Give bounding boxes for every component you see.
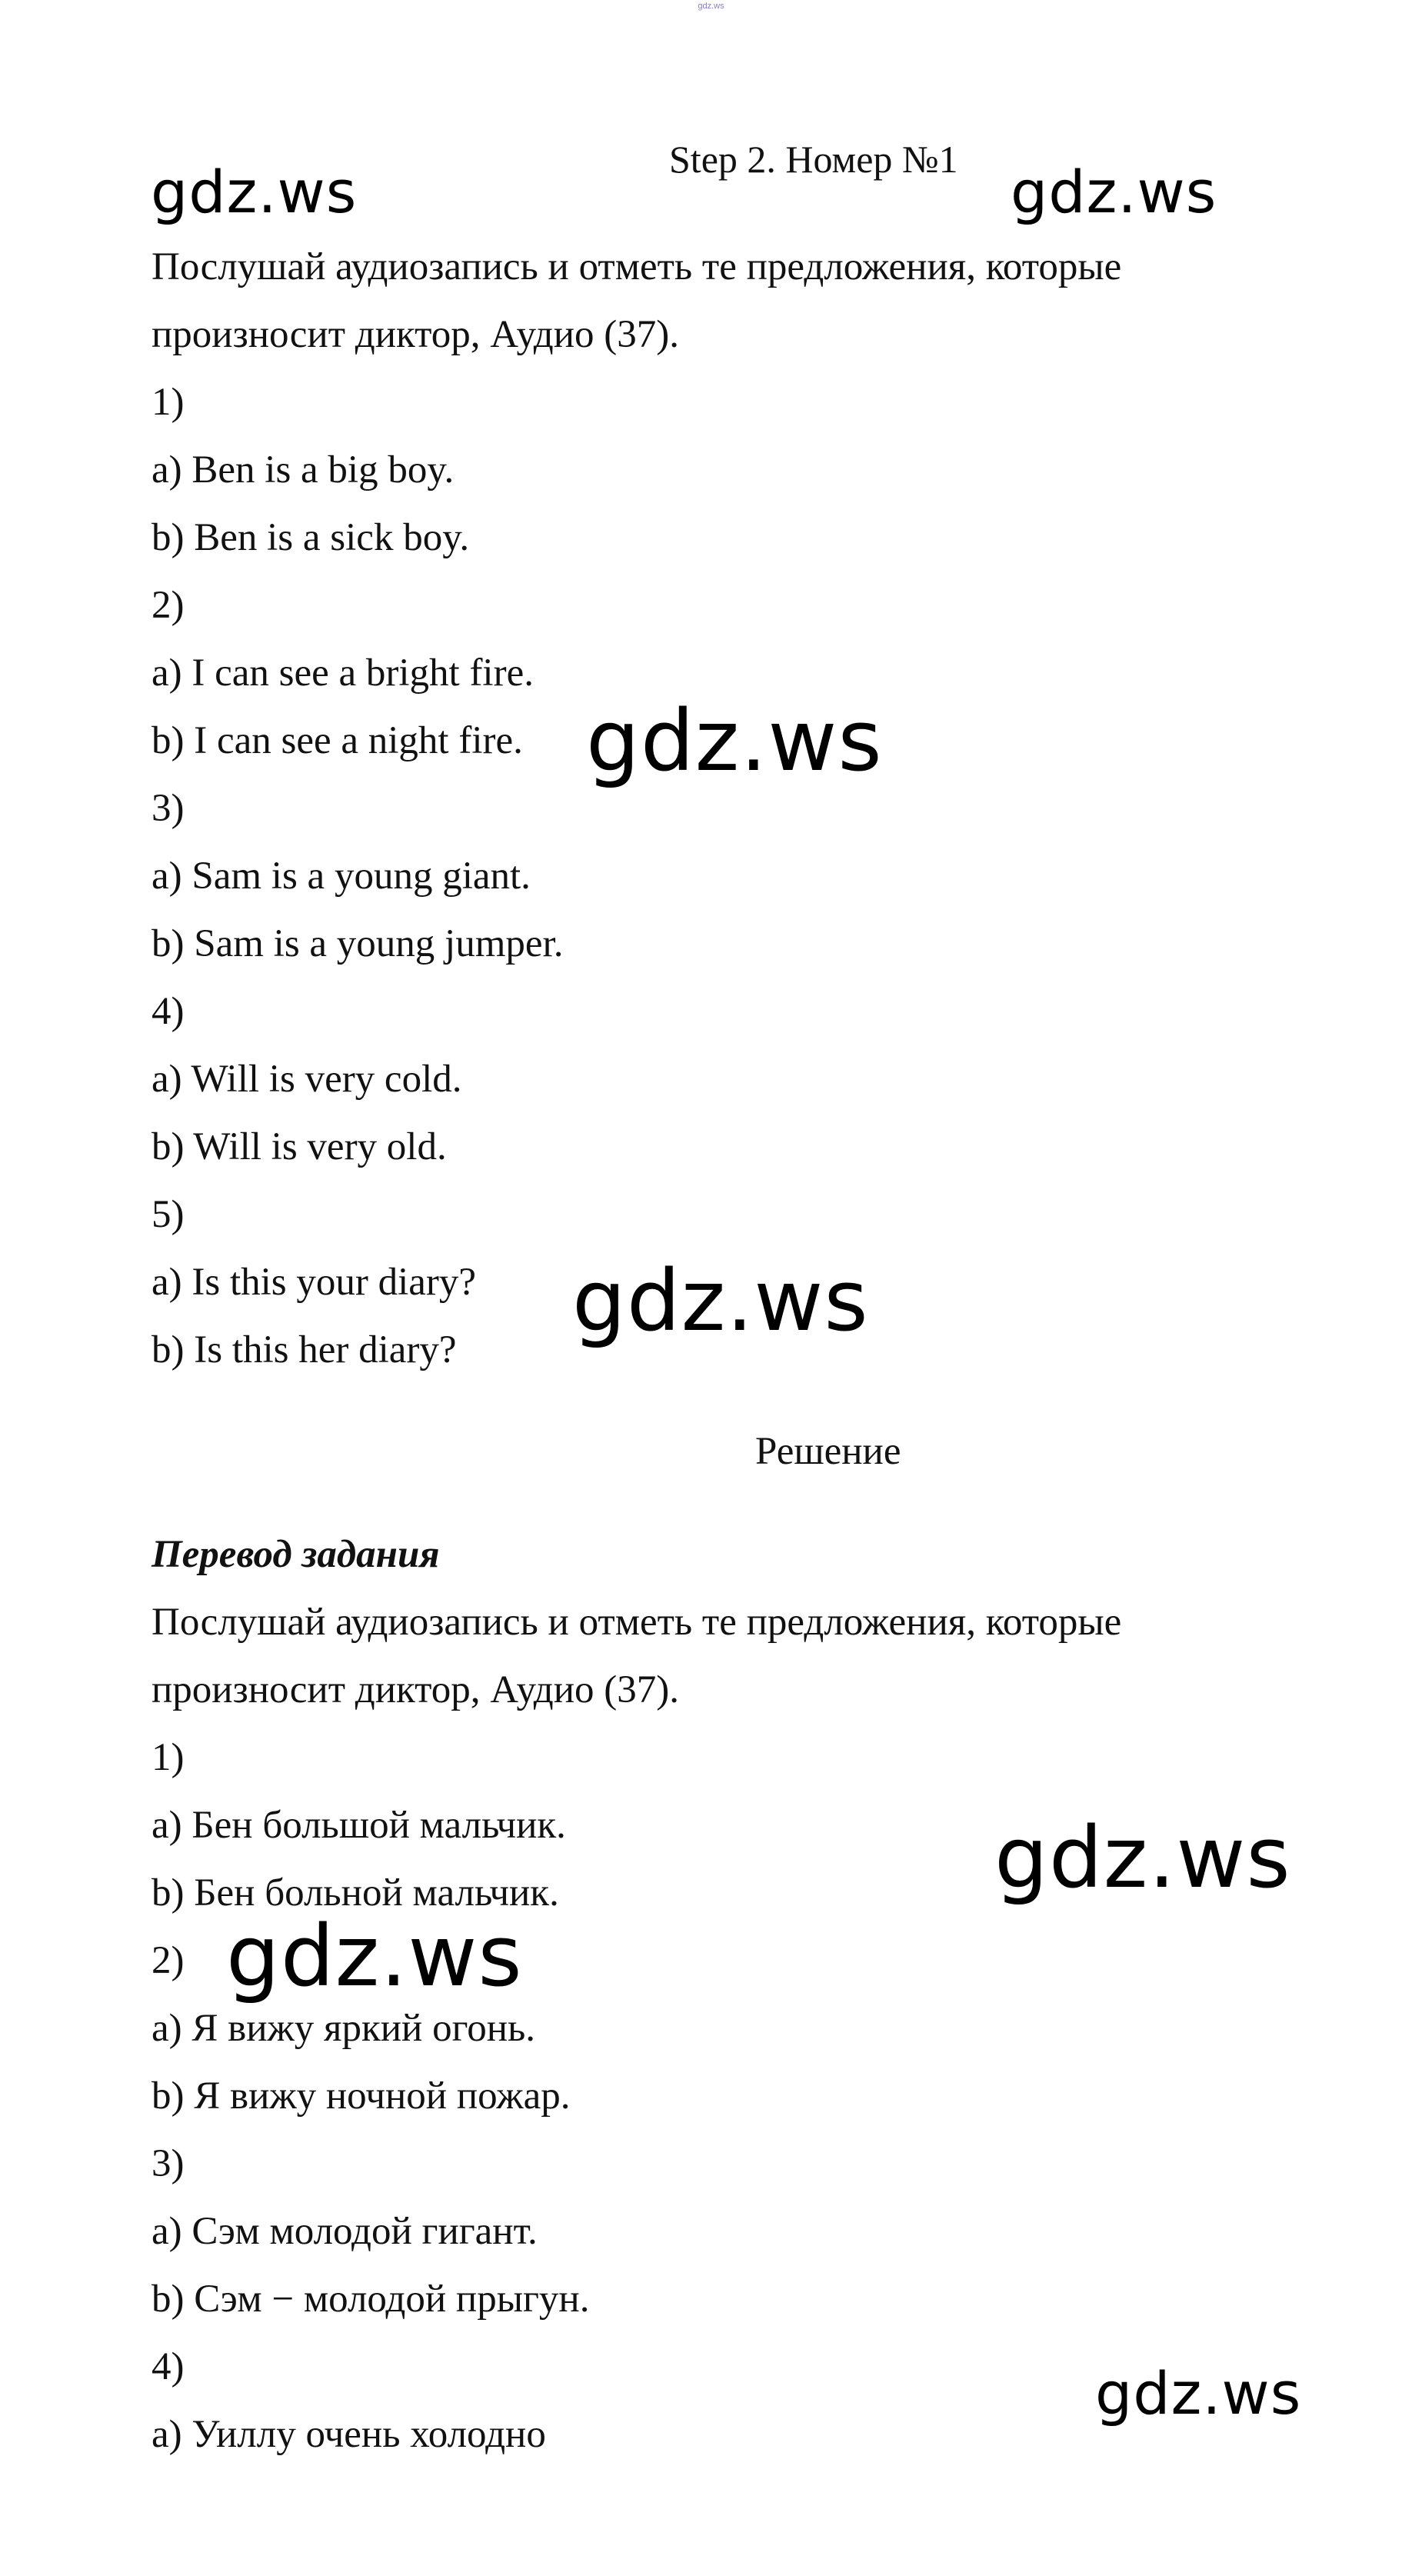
- solution-item-option-b: b) Сэм − молодой прыгун.: [152, 2278, 590, 2321]
- page-title: Step 2. Номер №1: [669, 138, 958, 181]
- task-item-number: 2): [152, 584, 185, 627]
- task-item-option-a: a) Sam is a young giant.: [152, 855, 531, 898]
- task-item-option-a: a) Will is very cold.: [152, 1058, 462, 1101]
- task-item-option-b: b) Is this her diary?: [152, 1328, 457, 1371]
- task-item-option-a: a) Ben is a big boy.: [152, 448, 455, 492]
- task-item-option-b: b) Will is very old.: [152, 1125, 447, 1168]
- solution-item-number: 3): [152, 2142, 185, 2185]
- watermark: gdz.ws: [572, 1251, 869, 1350]
- watermark: gdz.ws: [1011, 158, 1217, 226]
- task-instruction-line-1: Послушай аудиозапись и отметь те предложения, которые: [152, 245, 1122, 288]
- solution-item-option-a: a) Бен большой мальчик.: [152, 1804, 566, 1847]
- solution-item-option-b: b) Бен больной мальчик.: [152, 1871, 559, 1915]
- solution-item-option-a: a) Уиллу очень холодно: [152, 2413, 546, 2456]
- watermark: gdz.ws: [586, 691, 883, 790]
- solution-item-number: 4): [152, 2345, 185, 2388]
- solution-instruction-line-2: произносит диктор, Аудио (37).: [152, 1668, 680, 1711]
- solution-item-option-b: b) Я вижу ночной пожар.: [152, 2074, 571, 2118]
- solution-item-option-a: a) Сэм молодой гигант.: [152, 2210, 538, 2253]
- task-item-number: 3): [152, 787, 185, 830]
- solution-item-option-a: a) Я вижу яркий огонь.: [152, 2007, 536, 2050]
- task-item-option-b: b) I can see a night fire.: [152, 719, 523, 762]
- task-item-option-a: a) I can see a bright fire.: [152, 651, 534, 695]
- task-item-option-a: a) Is this your diary?: [152, 1261, 477, 1304]
- translation-heading: Перевод задания: [152, 1533, 440, 1576]
- watermark: gdz.ws: [1095, 2359, 1302, 2428]
- watermark: gdz.ws: [226, 1907, 523, 2005]
- watermark: gdz.ws: [994, 1808, 1291, 1907]
- task-item-number: 4): [152, 990, 185, 1033]
- task-item-number: 5): [152, 1193, 185, 1236]
- header-watermark: gdz.ws: [698, 2, 724, 11]
- solution-heading: Решение: [755, 1430, 901, 1473]
- solution-item-number: 2): [152, 1939, 185, 1982]
- watermark: gdz.ws: [151, 158, 358, 226]
- task-item-number: 1): [152, 381, 185, 424]
- solution-instruction-line-1: Послушай аудиозапись и отметь те предложения, которые: [152, 1601, 1122, 1644]
- solution-item-number: 1): [152, 1736, 185, 1779]
- task-item-option-b: b) Ben is a sick boy.: [152, 516, 470, 559]
- task-instruction-line-2: произносит диктор, Аудио (37).: [152, 313, 680, 356]
- task-item-option-b: b) Sam is a young jumper.: [152, 922, 564, 965]
